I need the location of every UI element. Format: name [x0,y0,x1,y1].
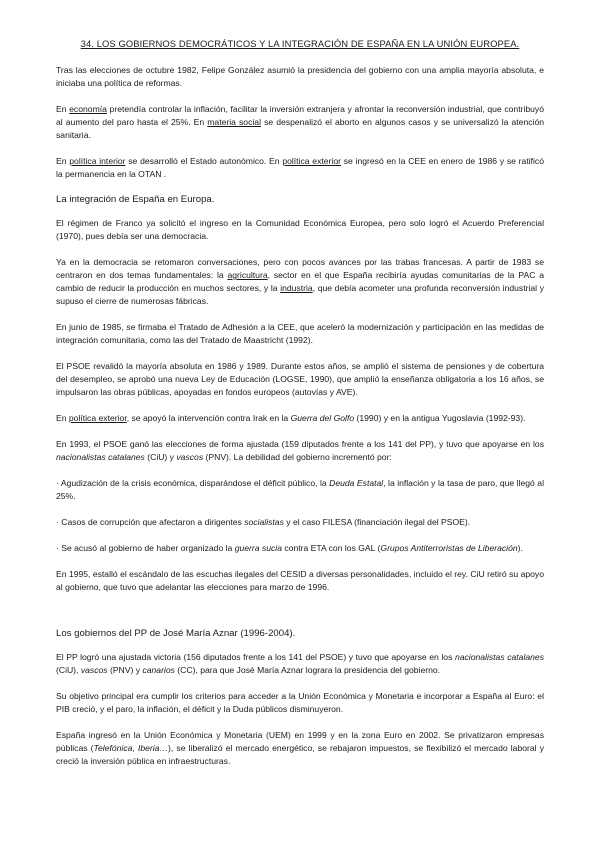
text-run: , sector en el que España recibiría ayudas comunitarias de la PAC a cambio de reducir la producción en muchos sectores, y la [56,270,544,293]
text-run: (CC), para que José María Aznar lograra la presidencia del gobierno. [174,665,441,675]
underlined-term: política interior [69,156,126,166]
italic-term: Telefónica [93,743,133,753]
text-run: · Agudización de la crisis económica, disparándose el déficit público, la [56,478,330,488]
italic-term: nacionalistas catalanes [454,652,544,662]
bullet-corrupcion [56,516,544,529]
paragraph-mayoria-1986: El PSOE revalidó la mayoría absoluta en 1986 y 1989. Durante estos años, se amplió el sistema de pensiones y de cobertura del desempleo, se aprobó una nueva Ley de Educación (LOGSE, 1990), que amplió la enseñanza obligatoria a los 16 años, se impulsaron las obras públicas, apoyadas en fondos europeos (autovías y AVE). [56,361,544,397]
text-run: En [56,104,70,114]
text-run: ). [517,543,523,553]
underlined-term: política exterior [282,156,341,166]
paragraph-conversaciones [56,256,544,308]
document-page [56,38,544,781]
bullet-gal [56,542,544,555]
italic-term: nacionalistas catalanes [56,452,145,462]
text-run: En [56,413,69,423]
underlined-term: agricultura [227,270,268,280]
italic-term: vascos [80,665,108,675]
italic-term: socialistas [244,517,284,527]
text-run: · Casos de corrupción que afectaron a dirigentes [56,517,245,527]
paragraph-politica-exterior [56,412,544,425]
paragraph-tratado-adhesion: En junio de 1985, se firmaba el Tratado de Adhesión a la CEE, que aceleró la modernización y participación en las medidas de integración comunitaria, como las del Tratado de Maastricht (1992). [56,322,544,345]
underlined-term: política exterior [68,413,127,423]
page-title: 34. LOS GOBIERNOS DEMOCRÁTICOS Y LA INTEGRACIÓN DE ESPAÑA EN LA UNIÓN EUROPEA. [80,38,520,49]
text-run: ), se liberalizó el mercado energético, se rebajaron impuestos, se flexibilizó el mercado laboral y creció la inversión pública en infraestructuras. [56,743,544,766]
italic-term: Guerra del Golfo [290,413,355,423]
bullet-crisis [56,477,544,503]
paragraph-politica-interior [56,155,544,181]
text-run: Ya en la democracia se retomaron conversaciones, pero con pocos avances por las trabas francesas. A partir de 1983 se centraron en dos temas fundamentales: la [56,257,544,280]
text-run: pretendía controlar la inflación, facilitar la inversión extranjera y afrontar la reconversión industrial, que contribuyó al aumento del paro hasta el 25%. En [56,104,544,127]
paragraph-elecciones-1982: Tras las elecciones de octubre 1982, Felipe González asumió la presidencia del gobierno con una amplia mayoría absoluta, e iniciaba una política de reformas. [56,65,544,88]
italic-term: vascos [176,452,204,462]
paragraph-elecciones-1993 [56,438,544,464]
text-run: (CiU) y [144,452,177,462]
text-run: (1990) y en la antigua Yugoslavia (1992-93). [354,413,526,423]
text-run: En [56,156,70,166]
text-run: se desarrolló el Estado autonómico. En [125,156,283,166]
paragraph-uem [56,729,544,768]
underlined-term: materia social [207,117,261,127]
section-heading-aznar: Los gobiernos del PP de José María Aznar (1996-2004). [56,628,296,639]
text-run: , se apoyó la intervención contra Irak en la [126,413,291,423]
italic-term: Iberia… [137,743,169,753]
text-run: (PNV). La debilidad del gobierno incrementó por: [203,452,392,462]
text-run: , [132,743,138,753]
paragraph-objetivo-euro: Su objetivo principal era cumplir los criterios para acceder a la Unión Económica y Monetaria e incorporar a España al Euro: el PIB creció, y el paro, la inflación, el déficit y la Duda públicos disminuyeron. [56,691,544,714]
underlined-term: economía [69,104,107,114]
text-run: En 1993, el PSOE ganó las elecciones de forma ajustada (159 diputados frente a los 141 del PP), y tuvo que apoyarse en los [56,439,544,449]
text-run: , la inflación y la tasa de paro, que llegó al 25%. [56,478,544,501]
paragraph-victoria-pp [56,651,544,677]
italic-term: Grupos Antiterroristas de Liberación [380,543,518,553]
paragraph-cesid: En 1995, estalló el escándalo de las escuchas ilegales del CESID a diversas personalidades, incluido el rey. CiU retiró su apoyo al gobierno, que tuvo que adelantar las elecciones para marzo de 1996. [56,569,544,592]
text-run: , que debía acometer una profunda reconversión industrial y supuso el cierre de numerosas fábricas. [56,283,545,306]
text-run: contra ETA con los GAL ( [281,543,381,553]
italic-term: Deuda Estatal [329,478,384,488]
text-run: (CiU), [56,665,81,675]
underlined-term: industria [280,283,313,293]
italic-term: canarios [142,665,175,675]
text-run: España ingresó en la Unión Económica y Monetaria (UEM) en 1999 y en la zona Euro en 2002. Se privatizaron empresas públicas ( [56,730,544,753]
paragraph-franco: El régimen de Franco ya solicitó el ingreso en la Comunidad Económica Europea, pero solo logró el Acuerdo Preferencial (1970), pues debía ser una democracia. [56,218,544,241]
section-heading-integracion: La integración de España en Europa. [56,194,215,205]
italic-term: guerra sucia [234,543,282,553]
text-run: · Se acusó al gobierno de haber organizado la [56,543,235,553]
text-run: y el caso FILESA (financiación ilegal del PSOE). [283,517,471,527]
text-run: se despenalizó el aborto en algunos casos y se universalizó la atención sanitaria. [56,117,544,140]
text-run: (PNV) y [107,665,143,675]
paragraph-economia [56,103,544,142]
text-run: El PP logró una ajustada victoria (156 diputados frente a los 141 del PSOE) y tuvo que apoyarse en los [56,652,455,662]
text-run: se ingresó en la CEE en enero de 1986 y se ratificó la permanencia en la OTAN . [56,156,544,179]
